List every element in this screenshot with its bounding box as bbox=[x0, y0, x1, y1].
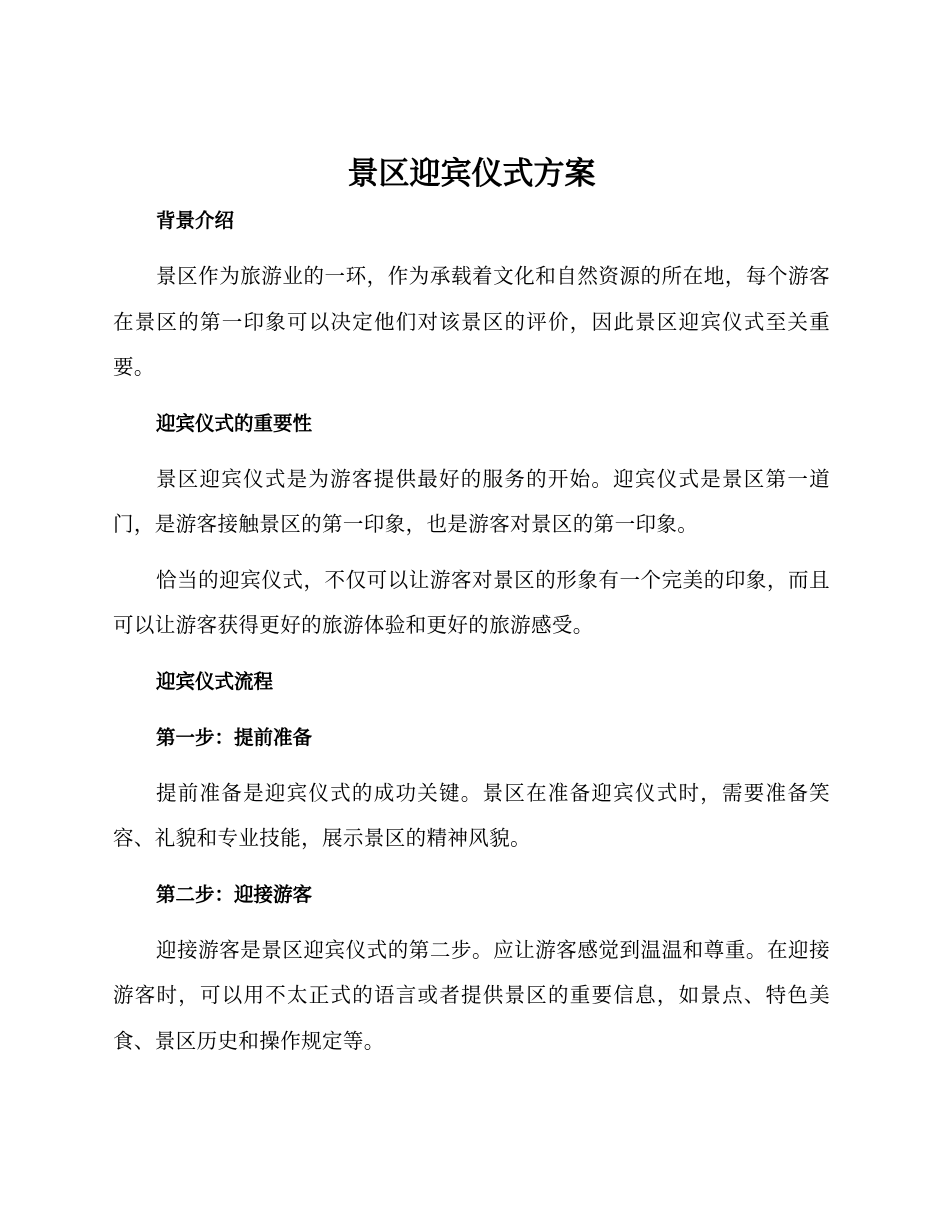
paragraph-step1: 提前准备是迎宾仪式的成功关键。景区在准备迎宾仪式时，需要准备笑容、礼貌和专业技能，展示景区的精神风貌。 bbox=[113, 780, 830, 850]
paragraph-importance-1: 景区迎宾仪式是为游客提供最好的服务的开始。迎宾仪式是景区第一道门，是游客接触景区的第一印象，也是游客对景区的第一印象。 bbox=[113, 466, 830, 536]
paragraph-importance-2: 恰当的迎宾仪式，不仅可以让游客对景区的形象有一个完美的印象，而且可以让游客获得更好的旅游体验和更好的旅游感受。 bbox=[113, 567, 830, 637]
section-heading-process: 迎宾仪式流程 bbox=[156, 669, 274, 693]
section-heading-step1: 第一步：提前准备 bbox=[156, 725, 313, 749]
section-heading-importance: 迎宾仪式的重要性 bbox=[156, 411, 313, 435]
document-body bbox=[113, 150, 830, 1064]
section-heading-step2: 第二步：迎接游客 bbox=[156, 882, 313, 906]
document-title: 景区迎宾仪式方案 bbox=[347, 156, 596, 192]
paragraph-background: 景区作为旅游业的一环，作为承载着文化和自然资源的所在地，每个游客在景区的第一印象可以决定他们对该景区的评价，因此景区迎宾仪式至关重要。 bbox=[113, 264, 830, 379]
paragraph-step2: 迎接游客是景区迎宾仪式的第二步。应让游客感觉到温温和尊重。在迎接游客时，可以用不太正式的语言或者提供景区的重要信息，如景点、特色美食、景区历史和操作规定等。 bbox=[113, 937, 830, 1053]
section-heading-background: 背景介绍 bbox=[156, 209, 235, 232]
